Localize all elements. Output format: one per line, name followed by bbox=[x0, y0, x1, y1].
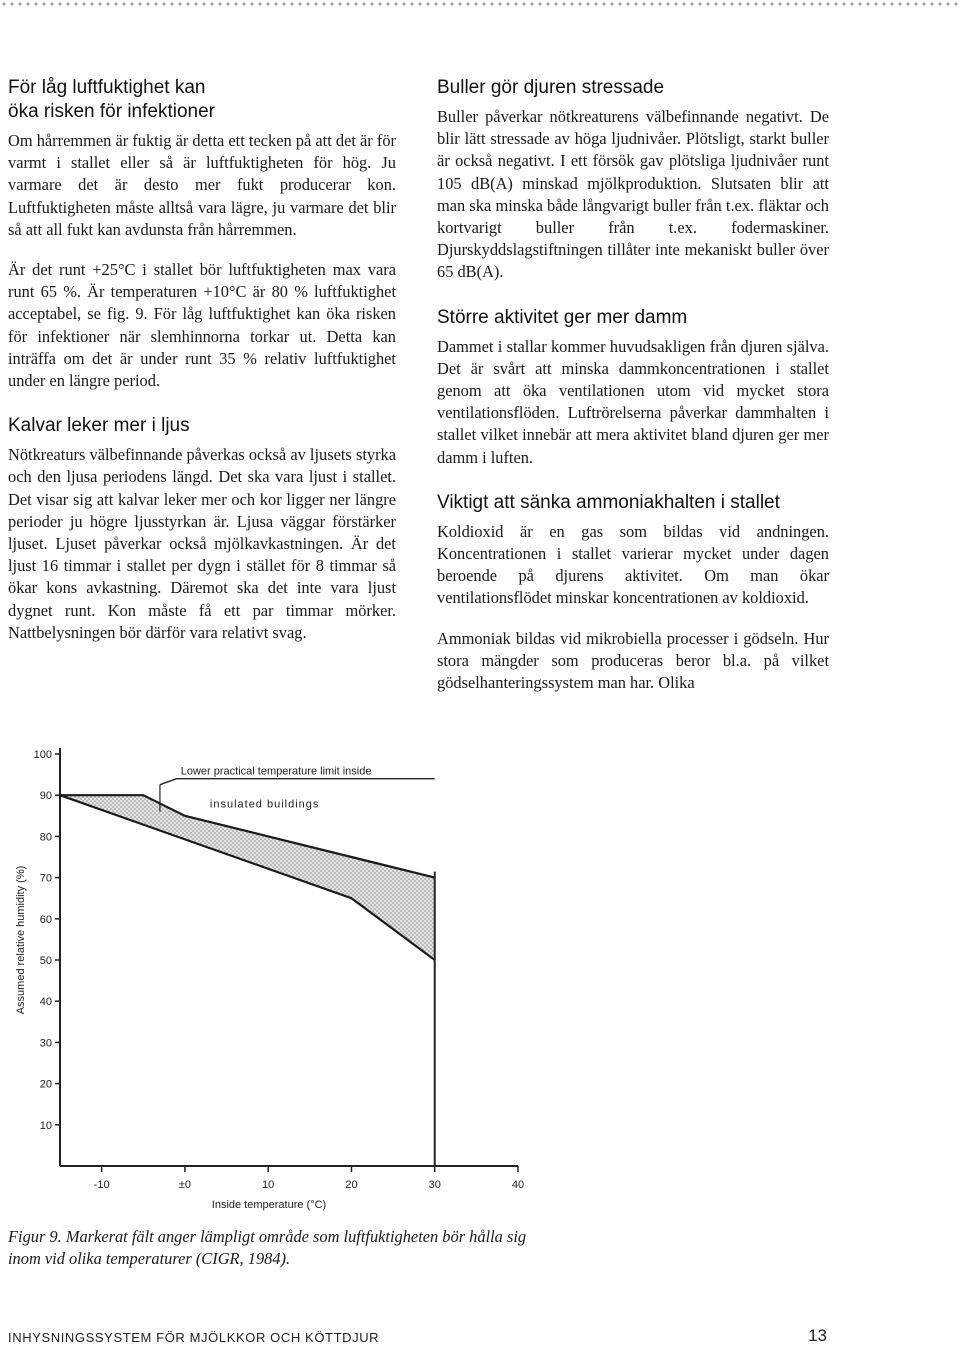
y-tick-label: 30 bbox=[39, 1037, 52, 1050]
annotation-line-2: insulated buildings bbox=[209, 798, 320, 811]
x-axis-label: Inside temperature (°C) bbox=[211, 1199, 327, 1211]
y-tick-label: 80 bbox=[39, 831, 52, 844]
left-column bbox=[8, 76, 396, 644]
y-tick-label: 60 bbox=[39, 913, 52, 926]
annotation-leader bbox=[160, 779, 435, 785]
paragraph-dust: Dammet i stallar kommer huvudsakligen från djuren själva. Det är svårt att minska dammkoncentrationen i stallet genom att öka ventilationen utom vid mycket stora ventilationsflöden. Luftrörelserna påverkar dammhalten i stallet vilket innebär att mera aktivitet bland djuren ger mer damm i luften. bbox=[437, 336, 829, 467]
y-tick-label: 10 bbox=[39, 1119, 52, 1132]
paragraph-light: Nötkreaturs välbefinnande påverkas också av ljusets styrka och den ljusa periodens längd. Det ska vara ljust i stallet. Det visar sig att kalvar leker mer och kor ligger ner längre perioder ju högre ljusstyrkan är. Ljusa väggar förstärker ljuset. Ljuset påverkar också mjölkavkastningen. Är det ljust 16 timmar i stallet per dygn i stället för 8 timmar så ökar kons avkastning. Däremot ska det inte vara ljust dygnet runt. Kon måste få ett par timmar mörker. Nattbelysningen bör därför vara relativt svag. bbox=[8, 445, 396, 642]
paragraph-noise: Buller påverkar nötkreaturens välbefinnande negativt. De blir lätt stressade av höga ljudnivåer. Plötsligt, starkt buller är också negativt. I ett försök gav plötsliga ljudnivåer runt 105 dB(A) minskad mjölkproduktion. Slutsaten blir att man ska minska både långvarigt buller från t.ex. fläktar och kortvarigt buller från t.ex. fodermaskiner. Djurskyddslagstiftningen tillåter inte mekaniskt buller över 65 dB(A). bbox=[437, 107, 829, 282]
paragraph-ammonia: Ammoniak bildas vid mikrobiella processer i gödseln. Hur stora mängder som produceras beror bl.a. på vilket gödselhanteringssystem man har. Olika bbox=[437, 628, 829, 693]
y-tick-label: 70 bbox=[39, 872, 52, 885]
paragraph-humidity-limits: Är det runt +25°C i stallet bör luftfuktigheten max vara runt 65 %. Är temperaturen +10°C är 80 % luftfuktighet acceptabel, se fig. 9. För låg luftfuktighet kan öka risken för infektioner när slemhinnorna torkar ut. Detta kan inträffa om det är under runt 35 % relativ luftfuktighet under en längre period. bbox=[8, 260, 396, 391]
y-tick-label: 40 bbox=[39, 996, 52, 1009]
heading-calves-light: Kalvar leker mer i ljus bbox=[8, 415, 190, 437]
footer-title: INHYSNINGSSYSTEM FÖR MJÖLKKOR OCH KÖTTDJUR bbox=[8, 1330, 380, 1345]
x-tick-label: 10 bbox=[262, 1179, 275, 1191]
right-column bbox=[437, 76, 829, 694]
x-tick-label: 30 bbox=[428, 1179, 441, 1191]
y-tick-label: 100 bbox=[33, 749, 52, 761]
heading-dust: Större aktivitet ger mer damm bbox=[437, 306, 688, 328]
y-axis-label: Assumed relative humidity (%) bbox=[15, 865, 27, 1015]
x-tick-label: 20 bbox=[345, 1179, 358, 1191]
x-tick-label: 40 bbox=[511, 1179, 525, 1191]
paragraph-haircoat: Om hårremmen är fuktig är detta ett tecken på att det är för varmt i stallet eller så är luftfuktigheten för hög. Ju varmare det är desto mer fukt producerar kon. Luftfuktigheten måste alltså vara lägre, ju varmare det blir så att all fukt kan avdunsta från hårremmen. bbox=[8, 131, 396, 239]
heading-noise: Buller gör djuren stressade bbox=[437, 77, 665, 98]
paragraph-co2: Koldioxid är en gas som bildas vid andningen. Koncentrationen i stallet varierar mycket under dagen beroende på djurens aktivitet. Om man ökar ventilationsflödet minskar koncentrationen av koldioxid. bbox=[437, 521, 829, 608]
y-tick-label: 20 bbox=[39, 1078, 52, 1091]
y-tick-label: 90 bbox=[39, 790, 52, 803]
figure-caption: Figur 9. Markerat fält anger lämpligt område som luftfuktigheten bör hålla sig inom vid olika temperaturer (CIGR, 1984). bbox=[8, 1227, 527, 1268]
x-tick-label: -10 bbox=[93, 1179, 110, 1191]
page-number: 13 bbox=[808, 1326, 827, 1345]
top-dotted-rule bbox=[0, 0, 960, 8]
humidity-chart bbox=[0, 726, 540, 1214]
y-tick-label: 50 bbox=[39, 955, 52, 967]
annotation-line-1: Lower practical temperature limit inside bbox=[180, 765, 372, 778]
heading-low-humidity: För låg luftfuktighet kan öka risken för infektioner bbox=[8, 77, 215, 122]
x-tick-label: ±0 bbox=[178, 1179, 191, 1191]
heading-ammonia: Viktigt att sänka ammoniakhalten i stallet bbox=[437, 491, 780, 513]
shaded-area bbox=[60, 795, 435, 960]
